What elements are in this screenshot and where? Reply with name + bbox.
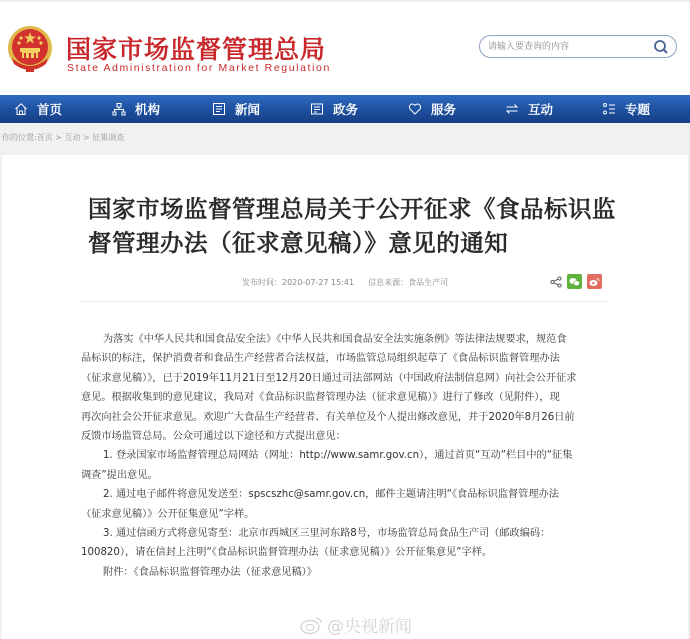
home-icon	[14, 102, 28, 116]
nav-item-government[interactable]	[310, 95, 358, 123]
org-chart-icon	[112, 102, 126, 116]
breadcrumb-bar	[0, 123, 690, 155]
method-2	[81, 485, 611, 504]
breadcrumb-separator: >	[80, 133, 93, 142]
text-line: 3. 通过信函方式将意见寄至：北京市西城区三里河东路8号，市场监管总局食品生产司（邮政编码：	[103, 528, 551, 540]
attachment-line	[81, 563, 611, 582]
site-header	[0, 0, 690, 95]
weibo-logo-icon	[300, 615, 324, 635]
text-line: （征求意见稿）》，已于2019年11月21日至12月20日通过司法部网站（中国政府法制信息网）向社会公开征求	[81, 372, 577, 384]
nav-item-news[interactable]	[212, 95, 260, 123]
method-3	[81, 524, 611, 543]
breadcrumb-separator: >	[52, 133, 65, 142]
main-nav	[0, 95, 690, 123]
source-label: 信息来源：	[368, 278, 409, 287]
heart-icon	[408, 102, 422, 116]
attachment-link[interactable]: 附件：《食品标识监督管理办法（征求意见稿）》	[103, 566, 317, 578]
site-title[interactable]: 国家市场监督管理总局	[66, 35, 327, 64]
watermark	[300, 612, 412, 637]
watermark-text: @央视新闻	[327, 617, 412, 637]
nav-label: 机构	[135, 102, 161, 117]
national-emblem-icon	[6, 24, 54, 74]
text-line: 反馈市场监管总局。公众可通过以下途径和方式提出意见：	[81, 431, 346, 443]
text-line: （征求意见稿）》公开征集意见”字样。	[81, 508, 255, 520]
breadcrumb-interaction[interactable]: 互动	[64, 133, 81, 142]
nav-item-services[interactable]	[408, 95, 456, 123]
breadcrumb	[2, 132, 124, 143]
share-bar	[550, 274, 602, 289]
text-line: 意见。根据收集到的意见建议，我局对《食品标识监督管理办法（征求意见稿）》进行了修改（见附件），现	[81, 392, 560, 404]
topic-list-icon	[602, 102, 616, 116]
breadcrumb-home[interactable]: 首页	[36, 133, 53, 142]
wechat-icon	[569, 277, 580, 287]
nav-label: 互动	[528, 102, 554, 117]
nav-item-interaction[interactable]	[505, 95, 553, 123]
text-line: 为落实《中华人民共和国食品安全法》《中华人民共和国食品安全法实施条例》等法律法规要求，规范食	[103, 334, 567, 345]
text-line: 100820），请在信封上注明“《食品标识监督管理办法（征求意见稿）》公开征集意见”字样。	[81, 547, 493, 559]
nav-label: 服务	[431, 102, 457, 117]
nav-item-topics[interactable]	[602, 95, 650, 123]
weibo-icon	[589, 277, 600, 287]
site-subtitle: State Administration for Market Regulation	[67, 62, 331, 74]
meta-divider	[80, 301, 608, 302]
method-1	[81, 446, 611, 465]
wechat-share-button[interactable]	[567, 274, 582, 289]
text-line: 2. 通过电子邮件将意见发送至：spscszhc@samr.gov.cn，邮件主题请注明“《食品标识监督管理办法	[103, 489, 559, 501]
news-icon	[212, 102, 226, 116]
nav-label: 新闻	[235, 102, 261, 117]
weibo-share-button[interactable]	[587, 274, 602, 289]
text-line: 调查”提出意见。	[81, 469, 158, 481]
nav-item-home[interactable]	[14, 95, 62, 123]
source-value: 食品生产司	[408, 278, 449, 287]
published-time: 2020-07-27 15:41	[282, 278, 355, 287]
text-line: 1. 登录国家市场监督管理总局网站（网址：http://www.samr.gov.cn），通过首页“互动”栏目中的“征集	[103, 450, 573, 462]
nav-item-organization[interactable]	[112, 95, 160, 123]
exchange-icon	[505, 102, 519, 116]
search-box[interactable]	[479, 35, 677, 58]
text-line: 品标识的标注，保护消费者和食品生产经营者合法权益，市场监管总局组织起草了《食品标识监督管理办法	[81, 353, 560, 365]
intro-paragraph	[81, 330, 611, 349]
breadcrumb-prefix: 你的位置:	[2, 133, 37, 142]
text-line: 再次向社会公开征求意见。欢迎广大食品生产经营者、有关单位及个人提出修改意见，并于2020年8月26日前	[81, 411, 575, 423]
nav-label: 政务	[333, 102, 359, 117]
article-title: 国家市场监督管理总局关于公开征求《食品标识监督管理办法（征求意见稿）》意见的通知	[88, 195, 616, 257]
article-body	[81, 330, 611, 582]
published-label: 发布时间：	[242, 278, 282, 287]
article-meta	[242, 277, 448, 288]
government-icon	[310, 102, 324, 116]
nav-label: 首页	[37, 102, 63, 117]
share-icon[interactable]	[550, 276, 562, 288]
search-input[interactable]	[488, 39, 648, 55]
breadcrumb-survey[interactable]: 征集调查	[92, 133, 125, 142]
search-icon[interactable]	[653, 39, 669, 55]
nav-label: 专题	[625, 102, 651, 117]
